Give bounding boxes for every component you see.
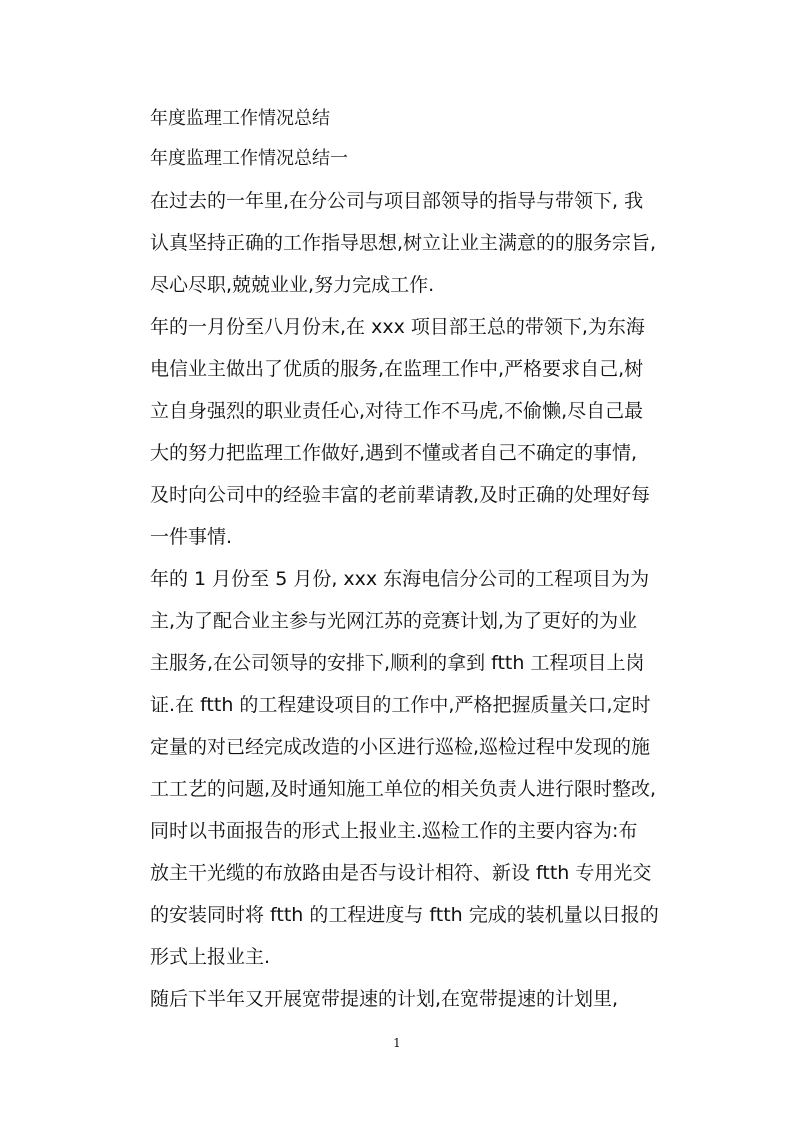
body-line: 证.在 ftth 的工程建设项目的工作中,严格把握质量关口,定时 <box>150 694 651 716</box>
body-line: 电信业主做出了优质的服务,在监理工作中,严格要求自己,树 <box>150 358 644 380</box>
body-line: 同时以书面报告的形式上报业主.巡检工作的主要内容为:布 <box>150 820 638 842</box>
body-line: 形式上报业主. <box>150 946 271 968</box>
body-line: 年的 1 月份至 5 月份, xxx 东海电信分公司的工程项目为为 <box>150 568 650 590</box>
body-line: 尽心尽职,兢兢业业,努力完成工作. <box>150 274 435 296</box>
body-line: 立自身强烈的职业责任心,对待工作不马虎,不偷懒,尽自己最 <box>150 400 644 422</box>
body-line: 大的努力把监理工作做好,遇到不懂或者自己不确定的事情, <box>150 442 638 464</box>
body-line: 工工艺的问题,及时通知施工单位的相关负责人进行限时整改, <box>150 778 657 800</box>
body-line: 随后下半年又开展宽带提速的计划,在宽带提速的计划里, <box>150 988 619 1010</box>
body-line: 放主干光缆的布放路由是否与设计相符、新设 ftth 专用光交 <box>150 862 652 884</box>
body-line: 的安装同时将 ftth 的工程进度与 ftth 完成的装机量以日报的 <box>150 904 659 926</box>
body-line: 及时向公司中的经验丰富的老前辈请教,及时正确的处理好每 <box>150 484 651 506</box>
document-title: 年度监理工作情况总结 <box>150 108 330 129</box>
page-number: 1 <box>393 1036 401 1050</box>
body-line: 年的一月份至八月份末,在 xxx 项目部王总的带领下,为东海 <box>150 316 645 338</box>
body-line: 定量的对已经完成改造的小区进行巡检,巡检过程中发现的施 <box>150 736 651 758</box>
body-line: 主服务,在公司领导的安排下,顺利的拿到 ftth 工程项目上岗 <box>150 652 645 674</box>
body-line: 认真坚持正确的工作指导思想,树立让业主满意的的服务宗旨, <box>150 232 657 254</box>
body-line: 在过去的一年里,在分公司与项目部领导的指导与带领下, 我 <box>150 190 644 212</box>
document-subtitle: 年度监理工作情况总结一 <box>150 148 348 169</box>
body-line: 主,为了配合业主参与光网江苏的竞赛计划,为了更好的为业 <box>150 610 638 632</box>
body-line: 一件事情. <box>150 526 233 548</box>
